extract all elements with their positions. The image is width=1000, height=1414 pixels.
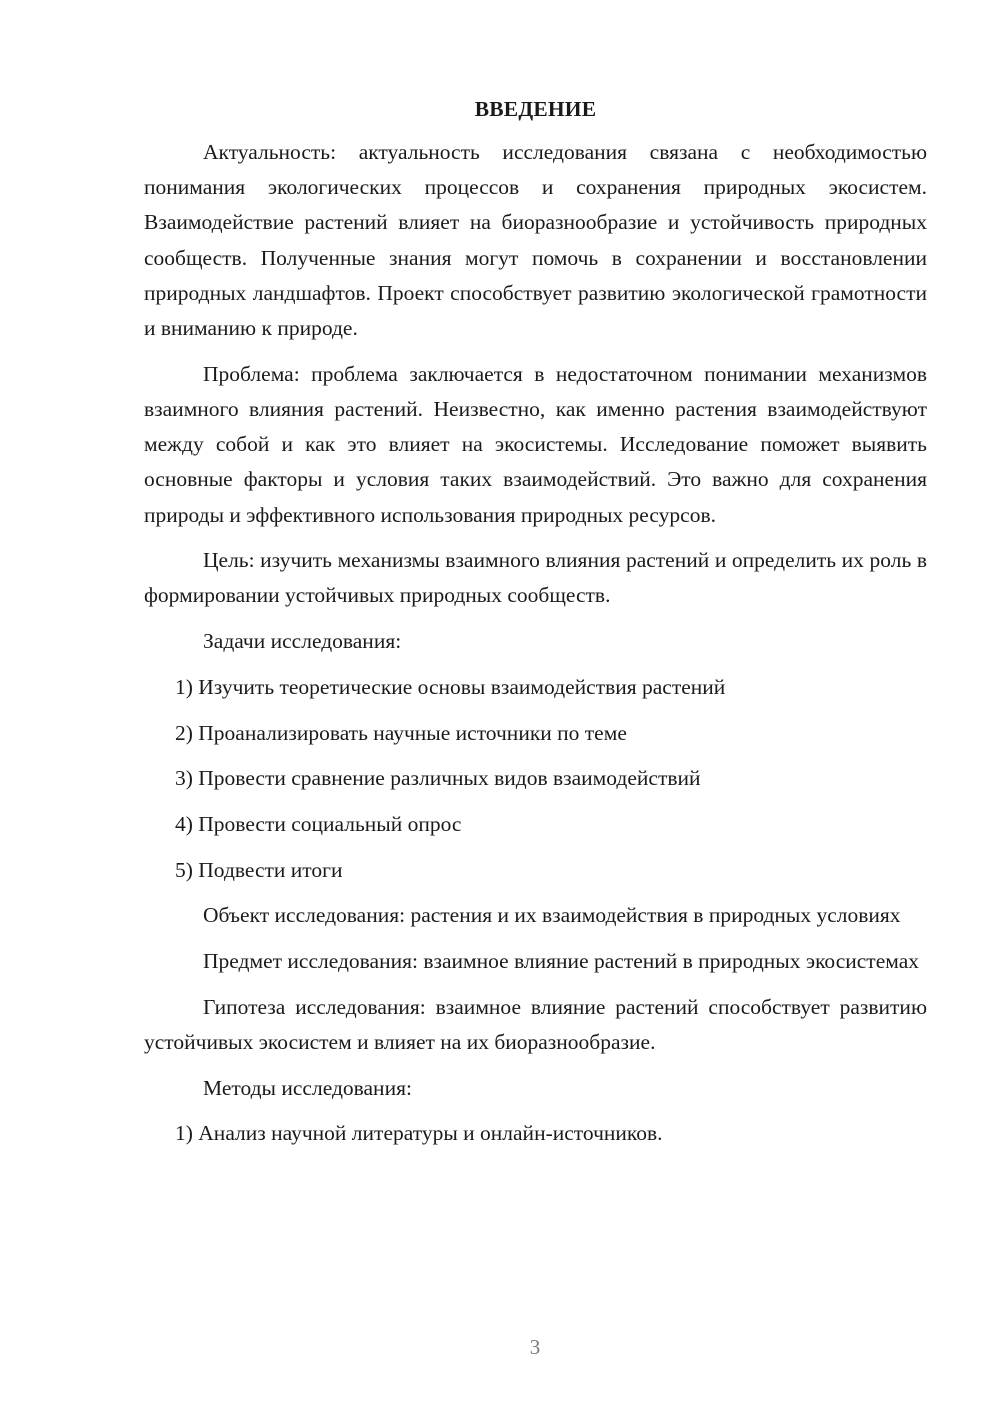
- problem-paragraph: [144, 357, 927, 533]
- document-page: [144, 92, 927, 1162]
- list-item: 5) Подвести итоги: [175, 857, 343, 882]
- list-item: 3) Провести сравнение различных видов взаимодействий: [175, 766, 701, 791]
- object-label: Объект исследования:: [203, 903, 406, 928]
- list-item: 4) Провести социальный опрос: [175, 811, 462, 836]
- list-item: 1) Изучить теоретические основы взаимодействия растений: [175, 674, 726, 699]
- hypothesis-paragraph: [144, 990, 927, 1060]
- page-number: 3: [529, 1335, 541, 1359]
- tasks-list: [144, 670, 927, 888]
- tasks-heading: Задачи исследования:: [203, 629, 402, 654]
- page-title: ВВЕДЕНИЕ: [474, 97, 597, 121]
- goal-text: изучить механизмы взаимного влияния растений и определить их роль в формировании устойчивых природных сообществ.: [144, 548, 928, 608]
- subject-text: взаимное влияние растений в природных экосистемах: [423, 949, 919, 974]
- object-paragraph: [144, 898, 927, 933]
- subject-paragraph: [144, 944, 927, 979]
- methods-list: [144, 1116, 927, 1151]
- object-text: растения и их взаимодействия в природных условиях: [410, 903, 901, 928]
- relevance-label: Актуальность:: [203, 140, 337, 164]
- goal-paragraph: [144, 543, 927, 613]
- methods-heading: Методы исследования:: [203, 1075, 412, 1100]
- hypothesis-text: взаимное влияние растений способствует развитию устойчивых экосистем и влияет на их биоразнообразие.: [144, 994, 928, 1054]
- problem-label: Проблема:: [203, 361, 300, 386]
- subject-label: Предмет исследования:: [203, 949, 418, 974]
- list-item: 1) Анализ научной литературы и онлайн-источников.: [175, 1121, 663, 1146]
- goal-label: Цель:: [203, 548, 255, 573]
- relevance-text: актуальность исследования связана с необходимостью понимания экологических процессов и сохранения природных экосистем. Взаимодействие растений влияет на биоразнообразие и устойчивость природных сообществ. Полученные знания могут помочь в сохранении и восстановлении природных ландшафтов. Проект способствует развитию экологической грамотности и вниманию к природе.: [144, 140, 928, 341]
- hypothesis-label: Гипотеза исследования:: [203, 994, 426, 1019]
- problem-text: проблема заключается в недостаточном понимании механизмов взаимного влияния растений. Неизвестно, как именно растения взаимодействуют между собой и как это влияет на экосистемы. Исследование поможет выявить основные факторы и условия таких взаимодействий. Это важно для сохранения природы и эффективного использования природных ресурсов.: [144, 361, 927, 527]
- relevance-paragraph: [144, 135, 927, 346]
- list-item: 2) Проанализировать научные источники по теме: [175, 720, 627, 745]
